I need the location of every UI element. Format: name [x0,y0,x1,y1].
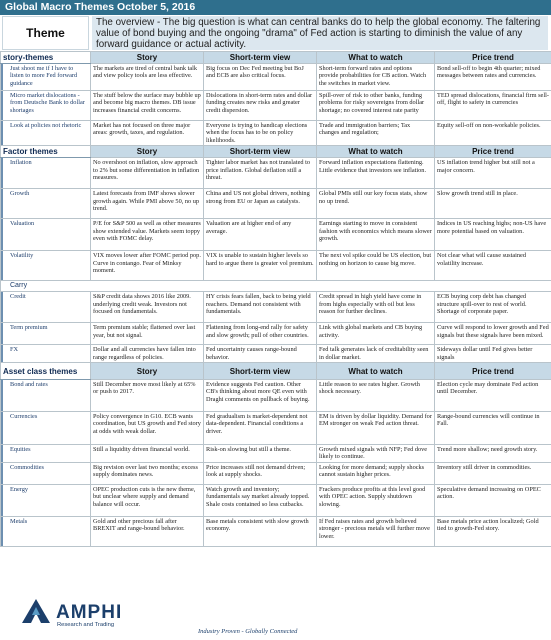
row-label-text: Inflation [10,159,32,167]
table-cell: Valuation are at higher end of any average. [204,219,317,251]
table-cell: VIX is unable to sustain higher levels so hard to argue there is greater vol premium. [204,251,317,281]
row-label-text: Metals [10,517,28,525]
table-cell: Watch growth and inventory; fundamentals say market already topped. Shale costs contained so less cutbacks. [204,484,317,516]
column-header: Short-term view [204,363,317,380]
page-title: Global Macro Themes October 5, 2016 [5,1,196,13]
row-accent-bar [1,380,3,411]
row-label-text: Micro market dislocations -from Deutsche Bank to dollar shortages [10,92,85,114]
table-cell: Inventory still driver in commodities. [435,462,551,484]
table-cell: Spill-over of risk to other banks, funding problems for risky sovereigns from dollar shortage; no covered interest rate parity [317,91,435,121]
table-cell: China and US not global drivers, nothing strong from EU or Japan as catalysts. [204,189,317,219]
theme-label: Theme [2,16,89,50]
table-cell: Credit spread in high yield have come in from highs especially with oil but less reason for further declines. [317,292,435,323]
column-header: Price trend [435,146,551,158]
table-cell: Term premium stable; flattened over last year, but not signal. [91,323,204,345]
table-cell: US inflation trend higher but still not a major concern. [435,158,551,189]
table-cell: The markets are tired of central bank talk and view policy tools are less effective. [91,64,204,91]
table-cell: Curve will respond to lower growth and Fed signals but these signals have been mixed. [435,323,551,345]
table-row [1,380,551,412]
table-cell: HY crisis fears fallen, back to being yield reachers. Demand not consistent with fundamentals. [204,292,317,323]
table-cell: Price increases still not demand driven; look at supply shocks. [204,462,317,484]
row-accent-bar [1,64,3,90]
table-row [1,219,551,251]
table-cell: Gold and other precious fall after BREXIT and range-bound behavior. [91,516,204,546]
table-cell: Earnings starting to move in consistent fashion with economics which means slower growth. [317,219,435,251]
title-bar [0,0,551,15]
table-cell: ECB buying corp debt has changed structure spill-over to rest of world. Shortage of corporate paper. [435,292,551,323]
row-label [1,158,91,189]
row-label [1,380,91,412]
table-cell: Bond sell-off to begin 4th quarter; mixed messages between rates and currencies. [435,64,551,91]
table-cell: Risk-on slowing but still a theme. [204,445,317,463]
row-label: Carry [1,281,551,292]
table-row [1,484,551,516]
row-label-text: Commodities [10,463,44,471]
table-cell: Dollar and all currencies have fallen into range regardless of policies. [91,345,204,363]
row-label [1,445,91,463]
table-cell: Fed uncertainty causes range-bound behavior. [204,345,317,363]
column-header: Story [91,52,204,64]
table-row [1,64,551,91]
table-cell: TED spread dislocations, financial firm sell-off, flight to safety in currencies [435,91,551,121]
table-cell: Election cycle may dominate Fed action until December. [435,380,551,412]
column-header: Story [91,146,204,158]
table-cell: Fed gradualism is market-dependent not data-dependent. Financial conditions a driver. [204,412,317,445]
row-label [1,189,91,219]
table-cell: Dislocations in short-term rates and dollar funding creates new risks and greater credit dispersion. [204,91,317,121]
row-accent-bar [1,445,3,462]
table-cell: Not clear what will cause sustained volatility increase. [435,251,551,281]
row-label [1,91,91,121]
section-title: Factor themes [1,146,91,158]
table-cell: Trade and immigration barriers; Tax changes and regulation; [317,121,435,146]
row-label-text: Credit [10,293,26,301]
row-label-text: FX [10,346,19,354]
table-row [1,516,551,546]
amphi-logo-icon [21,598,51,624]
table-cell: Evidence suggests Fed caution. Other CB's thinking about more QE even with Draghi comments on pullback of buying. [204,380,317,412]
table-cell: Flattening from long-end rally for safety and slow growth; pull of other countries. [204,323,317,345]
table-cell: Trend more shallow; need growth story. [435,445,551,463]
table-cell: Still December move most likely at 65% or push to 2017. [91,380,204,412]
row-label-text: Bond and rates [10,381,48,389]
table-cell: Speculative demand increasing on OPEC action. [435,484,551,516]
row-label-text: Volatility [10,252,34,260]
row-label-text: Currencies [10,413,38,421]
table-cell: Indices in US reaching highs; non-US have more potential based on valuation. [435,219,551,251]
table-cell: Frackers produce profits at this level good with OPEC action. Supply shutdown slowing. [317,484,435,516]
row-accent-bar [1,485,3,516]
table-row [1,323,551,345]
table-cell: The next vol spike could be US election, but nothing on horizon to cause big move. [317,251,435,281]
column-header: Price trend [435,52,551,64]
table-cell: Short-term forward rates and options provide probabilities for CB action. Watch the switches in market view. [317,64,435,91]
section-title: Asset class themes [1,363,91,380]
row-accent-bar [1,323,3,344]
table-row [1,189,551,219]
table-cell: Sideways dollar until Fed gives better signals [435,345,551,363]
row-label-text: Growth [10,190,30,198]
table-row [1,281,551,292]
row-label [1,516,91,546]
table-cell: Policy convergence in G10. ECB wants coordination, but US growth and Fed story at odds with weak dollar. [91,412,204,445]
column-header: Short-term view [204,146,317,158]
overview-text: The overview - The big question is what can central banks do to help the global economy. The faltering value of bond buying and the ongoing "drama" of Fed action is starting to diminish the value of any forward guidance or actual activity. [92,16,548,50]
brand-name: AMPHI [56,602,123,623]
row-label [1,412,91,445]
row-label-text: Valuation [10,220,35,228]
table-cell: Little reason to see rates higher. Growth shock necessary. [317,380,435,412]
row-label [1,323,91,345]
row-label [1,345,91,363]
table-cell: Growth mixed signals with NFP; Fed dove likely to continue. [317,445,435,463]
column-header: Story [91,363,204,380]
table-cell: Global PMIs still our key focus stats, show no up trend. [317,189,435,219]
table-row [1,462,551,484]
table-row [1,445,551,463]
themes-table [0,51,551,547]
row-accent-bar [1,412,3,444]
table-cell: P/E for S&P 500 as well as other measures show extended value. Markets seem toppy even with FOMC delay. [91,219,204,251]
section-header-row [1,52,551,64]
table-cell: Looking for more demand; supply shocks cannot sustain higher prices. [317,462,435,484]
table-cell: Equity sell-off on non-workable policies. [435,121,551,146]
row-label [1,64,91,91]
table-cell: Slow growth trend still in place. [435,189,551,219]
column-header: What to watch [317,363,435,380]
row-accent-bar [1,91,3,120]
row-accent-bar [1,251,3,280]
footer [0,590,551,640]
table-cell: Everyone is trying to handicap elections when the focus has to be on policy likelihoods. [204,121,317,146]
table-cell: Big revision over last two months; excess supply dominates news. [91,462,204,484]
tagline: Industry Proven - Globally Connected [198,628,298,635]
table-cell: Link with global markets and CB buying activity. [317,323,435,345]
row-accent-bar [1,121,3,145]
table-cell: Range-bound currencies will continue in Fall. [435,412,551,445]
table-cell: EM is driven by dollar liquidity. Demand for EM stronger on weak Fed action threat. [317,412,435,445]
column-header: Price trend [435,363,551,380]
row-label [1,462,91,484]
table-row [1,121,551,146]
table-cell: Big focus on Dec Fed meeting but BoJ and ECB are also critical focus. [204,64,317,91]
table-cell: Base metals price action localized; Gold tied to growth-Fed story. [435,516,551,546]
row-label [1,292,91,323]
table-cell: No overshoot on inflation, slow approach to 2% but some differentiation in inflation measures. [91,158,204,189]
table-row [1,251,551,281]
table-cell: VIX moves lower after FOMC period pop. Curve in contango. Fear of Minksy moment. [91,251,204,281]
brand-subtitle: Research and Trading [57,622,115,628]
table-cell: S&P credit data shows 2016 like 2009. underlying credit weak. Investors not focused on fundamentals. [91,292,204,323]
column-header: What to watch [317,52,435,64]
row-accent-bar [1,219,3,250]
column-header: What to watch [317,146,435,158]
row-label-text: Just shoot me if I have to listen to more Fed forward guidance [10,65,78,87]
table-cell: Still a liquidity driven financial world. [91,445,204,463]
row-label-text: Look at policies not rhetoric [10,122,82,129]
row-accent-bar [1,292,3,322]
table-cell: Latest forecasts from IMF shows slower growth again. While PMI above 50, no up trend. [91,189,204,219]
row-accent-bar [1,158,3,188]
table-cell: Base metals consistent with slow growth economy. [204,516,317,546]
table-cell: Forward inflation expectations flattening. Little evidence that investors see inflation. [317,158,435,189]
table-cell: Tighter labor market has not translated to price inflation. Global deflation still a threat. [204,158,317,189]
table-row [1,91,551,121]
row-label [1,484,91,516]
table-cell: If Fed raises rates and growth believed stronger - precious metals will further move lower. [317,516,435,546]
table-row [1,158,551,189]
table-cell: Market has not focused on three major areas: growth, taxes, and regulation. [91,121,204,146]
row-label [1,121,91,146]
table-row [1,292,551,323]
row-accent-bar [1,189,3,218]
table-cell: The stuff below the surface may bubble up and become big macro themes. DB issue increases financial credit concerns. [91,91,204,121]
row-accent-bar [1,517,3,546]
table-row [1,412,551,445]
row-label-text: Energy [10,485,29,493]
section-title: story-themes [1,52,91,64]
section-header-row [1,363,551,380]
column-header: Short-term view [204,52,317,64]
row-label-text: Equities [10,446,31,454]
row-accent-bar [1,463,3,484]
table-cell: OPEC production cuts is the new theme, but unclear where supply and demand balance will occur. [91,484,204,516]
row-label-text: Term premium [10,324,48,332]
row-label [1,219,91,251]
section-header-row [1,146,551,158]
table-cell: Fed talk generates lack of creditability seen in dollar market. [317,345,435,363]
row-label [1,251,91,281]
row-accent-bar [1,345,3,362]
table-row [1,345,551,363]
